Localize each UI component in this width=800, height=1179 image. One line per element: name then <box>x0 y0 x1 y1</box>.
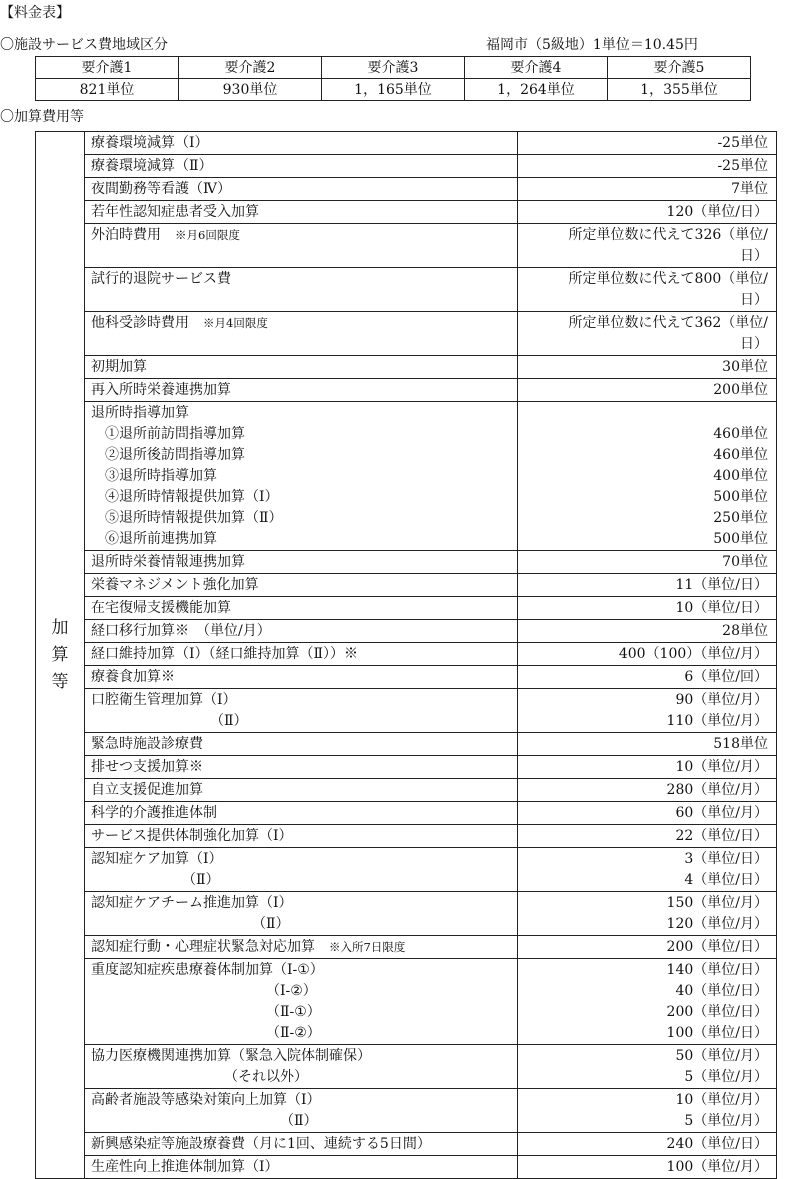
fee-note: ※入所7日限度 <box>329 940 406 954</box>
fee-row <box>36 1045 777 1089</box>
fee-name-line <box>91 803 511 824</box>
fee-name-line <box>91 552 511 573</box>
fee-name-line <box>91 1090 511 1111</box>
fee-name-line <box>91 870 511 891</box>
fee-value: 10（単位/月） <box>675 759 768 775</box>
fee-name: ①退所前訪問指導加算 <box>91 426 245 442</box>
fee-value-cell <box>518 551 777 574</box>
category-cell <box>36 132 85 1179</box>
fee-name: 在宅復帰支援機能加算 <box>91 600 231 616</box>
fee-row <box>36 643 777 666</box>
fee-name: （Ⅱ） <box>91 872 220 888</box>
fee-name-cell <box>85 666 518 689</box>
fee-name-line <box>91 246 511 267</box>
fee-value-cell <box>518 892 777 936</box>
fee-name-cell <box>85 825 518 848</box>
unit-rate-text: 福岡市（5級地）1単位＝10.45円 <box>486 37 698 53</box>
fee-value: 60（単位/月） <box>675 805 768 821</box>
fee-name-cell <box>85 201 518 224</box>
fee-row <box>36 1089 777 1133</box>
fee-name: （Ⅱ-①） <box>91 1004 321 1020</box>
care-level-value: 1，165単位 <box>322 79 465 101</box>
care-level-header-row <box>36 57 751 79</box>
fee-row <box>36 1133 777 1156</box>
fee-value-cell <box>518 402 777 551</box>
fee-name-line <box>91 334 511 355</box>
fee-value: 3（単位/日） <box>684 851 768 867</box>
fee-name: 重度認知症疾患療養体制加算（Ⅰ-①） <box>91 962 324 978</box>
fee-name: （それ以外） <box>91 1069 308 1085</box>
fee-name-line <box>91 981 511 1002</box>
fee-value-cell <box>518 666 777 689</box>
fee-name: 退所時指導加算 <box>91 405 189 421</box>
fee-value: 500単位 <box>713 489 768 505</box>
fee-name: 協力医療機関連携加算（緊急入院体制確保） <box>91 1048 371 1064</box>
fee-name-cell <box>85 802 518 825</box>
fee-value: 500単位 <box>713 531 768 547</box>
fee-name: 退所時栄養情報連携加算 <box>91 554 245 570</box>
fee-name-line <box>91 1157 511 1178</box>
fee-name: 若年性認知症患者受入加算 <box>91 204 259 220</box>
fee-name-line <box>91 1023 511 1044</box>
fee-row <box>36 379 777 402</box>
care-level-header: 要介護2 <box>179 57 322 79</box>
fee-row <box>36 848 777 892</box>
fee-value: 90（単位/月） <box>675 692 768 708</box>
fee-name-cell <box>85 1089 518 1133</box>
fee-name-line <box>91 179 511 200</box>
fee-name-line <box>91 849 511 870</box>
fee-name-line <box>91 826 511 847</box>
fee-name: （Ⅱ） <box>91 1113 318 1129</box>
fee-name: （Ⅰ-②） <box>91 983 317 999</box>
fee-name-cell <box>85 1045 518 1089</box>
fee-row <box>36 224 777 268</box>
section-heading-additional-fees: 〇加算費用等 <box>0 109 84 125</box>
fee-value-cell <box>518 224 777 268</box>
fee-value: 所定単位数に代えて800（単位/ <box>568 271 768 287</box>
fee-value: 日） <box>740 336 768 352</box>
fee-name-cell <box>85 132 518 155</box>
fee-name: 生産性向上推進体制加算（Ⅰ） <box>91 1159 279 1175</box>
fee-value: 所定単位数に代えて362（単位/ <box>568 315 768 331</box>
fee-name-line <box>91 156 511 177</box>
fee-name-line <box>91 133 511 154</box>
fee-value: 518単位 <box>713 736 768 752</box>
fee-value: 11（単位/日） <box>675 577 768 593</box>
fee-name: 経口維持加算（Ⅰ）（経口維持加算（Ⅱ））※ <box>91 646 359 662</box>
fee-name-line <box>91 290 511 311</box>
fee-row <box>36 802 777 825</box>
fee-value: 10（単位/日） <box>675 600 768 616</box>
fee-name-line <box>91 1002 511 1023</box>
fee-row <box>36 268 777 312</box>
fee-value-cell <box>518 574 777 597</box>
fee-value: 240（単位/日） <box>666 1136 768 1152</box>
fee-value: 7単位 <box>731 181 768 197</box>
fee-note: ※月4回限度 <box>203 316 268 330</box>
fee-name-cell <box>85 402 518 551</box>
fee-name-line <box>91 466 511 487</box>
fee-row <box>36 666 777 689</box>
care-level-header: 要介護3 <box>322 57 465 79</box>
fee-name: ②退所後訪問指導加算 <box>91 447 245 463</box>
fee-value: 70単位 <box>722 554 768 570</box>
fee-name: （Ⅱ） <box>91 916 290 932</box>
care-level-value: 1，264単位 <box>465 79 608 101</box>
fee-value: 28単位 <box>722 623 768 639</box>
fee-name-line <box>91 937 511 958</box>
fee-row <box>36 959 777 1045</box>
fee-value-cell <box>518 132 777 155</box>
fee-name-cell <box>85 356 518 379</box>
fee-name-line <box>91 357 511 378</box>
fee-name: 療養環境減算（Ⅰ） <box>91 135 209 151</box>
fee-value: 日） <box>740 248 768 264</box>
fee-name-line <box>91 1046 511 1067</box>
fee-name-cell <box>85 936 518 959</box>
fee-value: 日） <box>740 292 768 308</box>
section-heading-facility-fees: 〇施設サービス費地域区分 <box>0 37 168 53</box>
fee-name-line <box>91 757 511 778</box>
fee-value: 100（単位/月） <box>666 1159 768 1175</box>
fee-note: ※月6回限度 <box>175 228 240 242</box>
fee-name-cell <box>85 574 518 597</box>
fee-value-cell <box>518 155 777 178</box>
fee-name-cell <box>85 155 518 178</box>
category-label: 加算等 <box>51 617 69 692</box>
fee-row <box>36 825 777 848</box>
care-level-value: 821単位 <box>36 79 179 101</box>
fee-value-cell <box>518 802 777 825</box>
fee-row <box>36 1156 777 1179</box>
fee-name-cell <box>85 892 518 936</box>
fee-name-cell <box>85 178 518 201</box>
fee-value: -25単位 <box>717 158 768 174</box>
fee-name-cell <box>85 959 518 1045</box>
fee-row <box>36 689 777 733</box>
fee-value: 10（単位/月） <box>675 1092 768 1108</box>
fee-value-cell <box>518 756 777 779</box>
fee-value: 100（単位/日） <box>666 1025 768 1041</box>
care-level-header: 要介護5 <box>608 57 751 79</box>
fee-value: 5（単位/月） <box>684 1069 768 1085</box>
fee-name: 自立支援促進加算 <box>91 782 203 798</box>
fee-name-line <box>91 445 511 466</box>
fee-value-cell <box>518 779 777 802</box>
fee-value-cell <box>518 936 777 959</box>
fee-row <box>36 620 777 643</box>
fee-name-line <box>91 598 511 619</box>
fee-name: ⑥退所前連携加算 <box>91 531 217 547</box>
fee-value: 110（単位/月） <box>666 713 768 729</box>
fee-name: 科学的介護推進体制 <box>91 805 217 821</box>
fee-name-line <box>91 529 511 550</box>
fee-name-cell <box>85 779 518 802</box>
care-level-header: 要介護4 <box>465 57 608 79</box>
fee-name-cell <box>85 224 518 268</box>
fee-value: 150（単位/月） <box>666 895 768 911</box>
fee-name-line <box>91 202 511 223</box>
fee-value: 5（単位/月） <box>684 1113 768 1129</box>
fee-value-cell <box>518 356 777 379</box>
fee-name-line <box>91 1111 511 1132</box>
fee-name: サービス提供体制強化加算（Ⅰ） <box>91 828 293 844</box>
page-title: 【料金表】 <box>0 5 70 21</box>
fee-name-cell <box>85 1133 518 1156</box>
additional-fees-table <box>35 131 777 1179</box>
fee-name: 高齢者施設等感染対策向上加算（Ⅰ） <box>91 1092 321 1108</box>
fee-name: 口腔衛生管理加算（Ⅰ） <box>91 692 237 708</box>
fee-name: 経口移行加算※ （単位/月） <box>91 623 271 639</box>
fee-name: ③退所時指導加算 <box>91 468 217 484</box>
fee-name: 夜間勤務等看護（Ⅳ） <box>91 181 231 197</box>
fee-name: 療養食加算※ <box>91 669 175 685</box>
care-level-value: 1，355単位 <box>608 79 751 101</box>
fee-value: 200単位 <box>713 382 768 398</box>
fee-name-line <box>91 1067 511 1088</box>
fee-name-line <box>91 914 511 935</box>
fee-name: ⑤退所時情報提供加算（Ⅱ） <box>91 510 283 526</box>
fee-name-line <box>91 575 511 596</box>
fee-row <box>36 756 777 779</box>
care-level-header: 要介護1 <box>36 57 179 79</box>
care-level-table <box>35 56 751 101</box>
fee-value: 200（単位/日） <box>666 939 768 955</box>
fee-value-cell <box>518 825 777 848</box>
fee-row <box>36 201 777 224</box>
fee-name-cell <box>85 551 518 574</box>
fee-value: 400単位 <box>713 468 768 484</box>
fee-value-cell <box>518 620 777 643</box>
fee-value: -25単位 <box>717 135 768 151</box>
fee-name: 試行的退院サービス費 <box>91 271 231 287</box>
fee-value: 6（単位/回） <box>684 669 768 685</box>
fee-name-line <box>91 621 511 642</box>
fee-name-cell <box>85 597 518 620</box>
care-level-value: 930単位 <box>179 79 322 101</box>
fee-value-cell <box>518 178 777 201</box>
fee-name-cell <box>85 848 518 892</box>
fee-value: 50（単位/月） <box>675 1048 768 1064</box>
fee-name: 外泊時費用 <box>91 227 161 243</box>
fee-value-cell <box>518 201 777 224</box>
fee-name: （Ⅱ-②） <box>91 1025 321 1041</box>
fee-value-cell <box>518 1156 777 1179</box>
fee-row <box>36 312 777 356</box>
fee-value-cell <box>518 848 777 892</box>
fee-name: 初期加算 <box>91 359 147 375</box>
fee-value: 22（単位/日） <box>675 828 768 844</box>
fee-row <box>36 574 777 597</box>
fee-name-cell <box>85 268 518 312</box>
fee-name: 排せつ支援加算※ <box>91 759 203 775</box>
fee-name: 他科受診時費用 <box>91 315 189 331</box>
fee-value-cell <box>518 643 777 666</box>
fee-name-cell <box>85 689 518 733</box>
fee-name: 認知症ケアチーム推進加算（Ⅰ） <box>91 895 293 911</box>
fee-name-cell <box>85 379 518 402</box>
fee-value: 120（単位/日） <box>666 204 768 220</box>
fee-row <box>36 356 777 379</box>
fee-value-cell <box>518 1089 777 1133</box>
fee-name: 認知症ケア加算（Ⅰ） <box>91 851 223 867</box>
fee-value-cell <box>518 268 777 312</box>
fee-name-line <box>91 313 511 334</box>
fee-name-cell <box>85 312 518 356</box>
fee-name-line <box>91 487 511 508</box>
fee-name-cell <box>85 643 518 666</box>
fee-name-line <box>91 690 511 711</box>
fee-name-cell <box>85 1156 518 1179</box>
fee-name: 緊急時施設診療費 <box>91 736 203 752</box>
fee-value: 4（単位/日） <box>684 872 768 888</box>
fee-name: 認知症行動・心理症状緊急対応加算 <box>91 939 315 955</box>
fee-value: 250単位 <box>713 510 768 526</box>
fee-name-cell <box>85 733 518 756</box>
fee-name-cell <box>85 620 518 643</box>
fee-name-line <box>91 893 511 914</box>
fee-name: 新興感染症等施設療養費（月に1回、連続する5日間） <box>91 1136 431 1152</box>
fee-value: 200（単位/日） <box>666 1004 768 1020</box>
fee-row <box>36 402 777 551</box>
fee-row <box>36 132 777 155</box>
fee-name: 療養環境減算（Ⅱ） <box>91 158 213 174</box>
fee-value-cell <box>518 1045 777 1089</box>
fee-value: 400（100）（単位/月） <box>618 646 768 662</box>
fee-value: 280（単位/月） <box>666 782 768 798</box>
fee-value-cell <box>518 1133 777 1156</box>
fee-name-line <box>91 711 511 732</box>
fee-row <box>36 733 777 756</box>
fee-name-line <box>91 780 511 801</box>
fee-name-line <box>91 644 511 665</box>
fee-row <box>36 178 777 201</box>
fee-name-line <box>91 508 511 529</box>
fee-name-line <box>91 667 511 688</box>
fee-name-line <box>91 225 511 246</box>
fee-value: 460単位 <box>713 447 768 463</box>
fee-name: （Ⅱ） <box>91 713 248 729</box>
fee-name-line <box>91 960 511 981</box>
fee-value-cell <box>518 689 777 733</box>
fee-value-cell <box>518 959 777 1045</box>
fee-name-line <box>91 380 511 401</box>
fee-name-line <box>91 403 511 424</box>
fee-value: 460単位 <box>713 426 768 442</box>
fee-value-cell <box>518 597 777 620</box>
fee-value <box>522 403 768 424</box>
fee-name: 再入所時栄養連携加算 <box>91 382 231 398</box>
fee-name-line <box>91 1134 511 1155</box>
fee-row <box>36 551 777 574</box>
fee-name-line <box>91 734 511 755</box>
fee-value: 120（単位/月） <box>666 916 768 932</box>
fee-value-cell <box>518 312 777 356</box>
fee-name-line <box>91 424 511 445</box>
fee-row <box>36 597 777 620</box>
fee-value: 30単位 <box>722 359 768 375</box>
fee-value: 140（単位/日） <box>666 962 768 978</box>
fee-row <box>36 779 777 802</box>
fee-name: ④退所時情報提供加算（Ⅰ） <box>91 489 279 505</box>
fee-row <box>36 936 777 959</box>
fee-value: 40（単位/日） <box>675 983 768 999</box>
fee-row <box>36 155 777 178</box>
fee-value: 所定単位数に代えて326（単位/ <box>568 227 768 243</box>
fee-name-cell <box>85 756 518 779</box>
care-level-value-row <box>36 79 751 101</box>
fee-value-cell <box>518 379 777 402</box>
fee-row <box>36 892 777 936</box>
fee-name-line <box>91 269 511 290</box>
fee-value-cell <box>518 733 777 756</box>
fee-name: 栄養マネジメント強化加算 <box>91 577 259 593</box>
